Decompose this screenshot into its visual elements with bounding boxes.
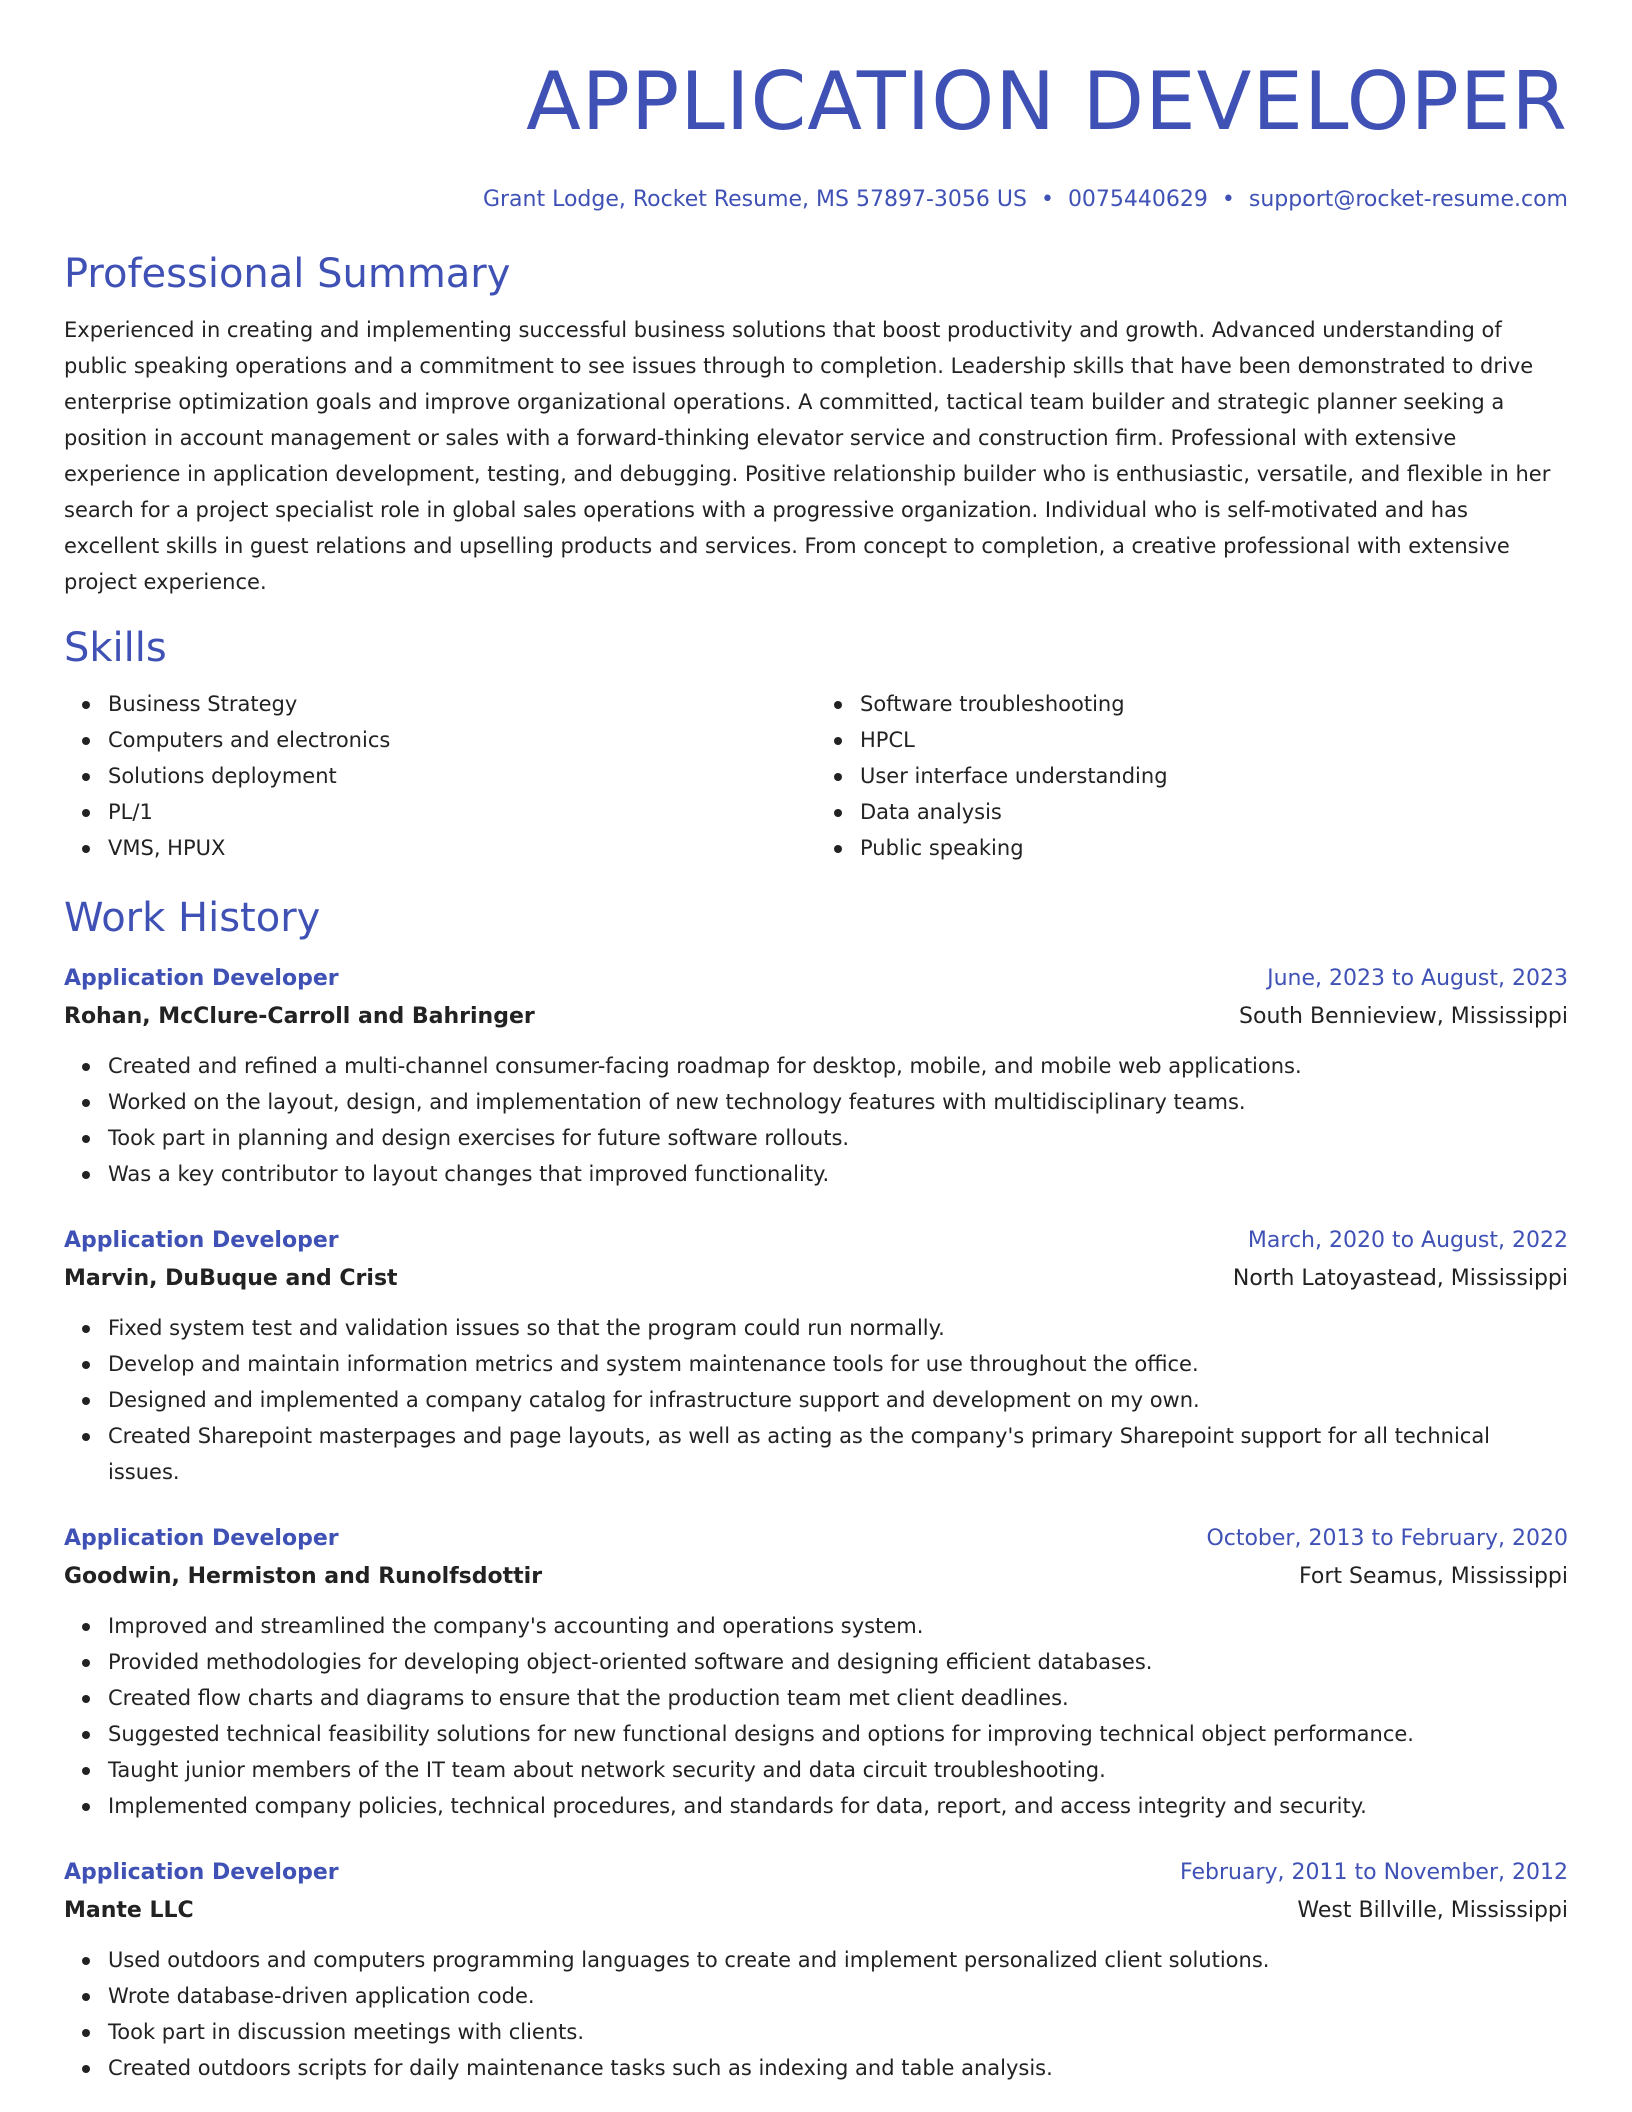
job-company-row — [64, 998, 1568, 1036]
job-bullet: Provided methodologies for developing object-oriented software and designing efficient databases. — [108, 1644, 1568, 1680]
skill-item: Computers and electronics — [108, 722, 816, 758]
job-header-row — [64, 1854, 1568, 1892]
job-bullet: Taught junior members of the IT team about network security and data circuit troubleshooting. — [108, 1752, 1568, 1788]
contact-email[interactable]: support@rocket-resume.com — [1248, 187, 1568, 212]
job-company: Mante LLC — [64, 1898, 194, 1923]
job-title: Application Developer — [64, 966, 339, 991]
job-bullet: Took part in discussion meetings with clients. — [108, 2014, 1568, 2050]
skill-item: Business Strategy — [108, 686, 816, 722]
job-bullet: Created outdoors scripts for daily maintenance tasks such as indexing and table analysis. — [108, 2050, 1568, 2086]
skills-heading: Skills — [64, 625, 167, 671]
job-entry — [64, 960, 1568, 1192]
summary-text: Experienced in creating and implementing successful business solutions that boost productivity and growth. Advanced understanding of public speaking operations and a commitment to see issues through to completion. Leadership skills that have been demonstrated to drive enterprise optimization goals and improve organizational operations. A committed, tactical team builder and strategic planner seeking a position in account management or sales with a forward-thinking elevator service and construction firm. Professional with extensive experience in application development, testing, and debugging. Positive relationship builder who is enthusiastic, versatile, and flexible in her search for a project specialist role in global sales operations with a progressive organization. Individual who is self-motivated and has excellent skills in guest relations and upselling products and services. From concept to completion, a creative professional with extensive project experience. — [64, 318, 1551, 594]
skills-column-right — [816, 686, 1568, 866]
job-company: Goodwin, Hermiston and Runolfsdottir — [64, 1564, 543, 1589]
job-header-row — [64, 1520, 1568, 1558]
job-entry — [64, 1520, 1568, 1824]
job-bullets — [64, 1048, 1568, 1192]
job-bullet: Develop and maintain information metrics and system maintenance tools for use throughout the office. — [108, 1346, 1568, 1382]
job-bullets — [64, 1608, 1568, 1824]
job-bullet: Implemented company policies, technical procedures, and standards for data, report, and access integrity and security. — [108, 1788, 1568, 1824]
skill-item: User interface understanding — [860, 758, 1568, 794]
skill-item: HPCL — [860, 722, 1568, 758]
job-location: West Billville, Mississippi — [1297, 1898, 1568, 1923]
skill-item: Data analysis — [860, 794, 1568, 830]
job-bullet: Improved and streamlined the company's accounting and operations system. — [108, 1608, 1568, 1644]
job-bullet: Created flow charts and diagrams to ensure that the production team met client deadlines. — [108, 1680, 1568, 1716]
resume-title: APPLICATION DEVELOPER — [526, 55, 1568, 148]
job-bullet: Worked on the layout, design, and implementation of new technology features with multidisciplinary teams. — [108, 1084, 1568, 1120]
contact-phone[interactable]: 0075440629 — [1067, 187, 1208, 212]
job-title: Application Developer — [64, 1860, 339, 1885]
job-bullet: Used outdoors and computers programming languages to create and implement personalized client solutions. — [108, 1942, 1568, 1978]
job-location: Fort Seamus, Mississippi — [1298, 1564, 1568, 1589]
job-bullet: Took part in planning and design exercises for future software rollouts. — [108, 1120, 1568, 1156]
summary-section — [64, 248, 1568, 600]
summary-heading: Professional Summary — [64, 251, 511, 297]
job-dates: June, 2023 to August, 2023 — [1267, 966, 1568, 991]
work-history-heading: Work History — [64, 895, 321, 941]
work-history-section — [64, 892, 1568, 2086]
job-company-row — [64, 1260, 1568, 1298]
skill-item: Solutions deployment — [108, 758, 816, 794]
job-company-row — [64, 1892, 1568, 1930]
job-bullet: Created and refined a multi-channel consumer-facing roadmap for desktop, mobile, and mobile web applications. — [108, 1048, 1568, 1084]
job-dates: March, 2020 to August, 2022 — [1247, 1228, 1568, 1253]
job-bullet: Wrote database-driven application code. — [108, 1978, 1568, 2014]
contact-separator: • — [1221, 187, 1235, 212]
skill-item: PL/1 — [108, 794, 816, 830]
job-header-row — [64, 1222, 1568, 1260]
job-location: North Latoyastead, Mississippi — [1232, 1266, 1568, 1291]
skills-column-left — [64, 686, 816, 866]
job-entry — [64, 1222, 1568, 1490]
skill-item: Public speaking — [860, 830, 1568, 866]
job-dates: February, 2011 to November, 2012 — [1180, 1860, 1568, 1885]
job-company-row — [64, 1558, 1568, 1596]
job-company: Rohan, McClure-Carroll and Bahringer — [64, 1004, 535, 1029]
job-header-row — [64, 960, 1568, 998]
contact-line — [64, 184, 1568, 216]
contact-separator: • — [1040, 187, 1054, 212]
job-bullet: Fixed system test and validation issues so that the program could run normally. — [108, 1310, 1568, 1346]
job-company: Marvin, DuBuque and Crist — [64, 1266, 398, 1291]
job-title: Application Developer — [64, 1526, 339, 1551]
job-dates: October, 2013 to February, 2020 — [1206, 1526, 1568, 1551]
skills-grid — [64, 686, 1568, 866]
job-bullet: Designed and implemented a company catalog for infrastructure support and development on my own. — [108, 1382, 1568, 1418]
job-bullet: Was a key contributor to layout changes that improved functionality. — [108, 1156, 1568, 1192]
job-title: Application Developer — [64, 1228, 339, 1253]
contact-address: Grant Lodge, Rocket Resume, MS 57897-3056 US — [482, 187, 1027, 212]
skill-item: Software troubleshooting — [860, 686, 1568, 722]
job-bullets — [64, 1310, 1568, 1490]
job-location: South Bennieview, Mississippi — [1239, 1004, 1568, 1029]
skill-item: VMS, HPUX — [108, 830, 816, 866]
job-entry — [64, 1854, 1568, 2086]
job-bullet: Created Sharepoint masterpages and page layouts, as well as acting as the company's primary Sharepoint support for all technical issues. — [108, 1418, 1568, 1490]
job-bullet: Suggested technical feasibility solutions for new functional designs and options for improving technical object performance. — [108, 1716, 1568, 1752]
skills-section — [64, 622, 1568, 866]
job-bullets — [64, 1942, 1568, 2086]
